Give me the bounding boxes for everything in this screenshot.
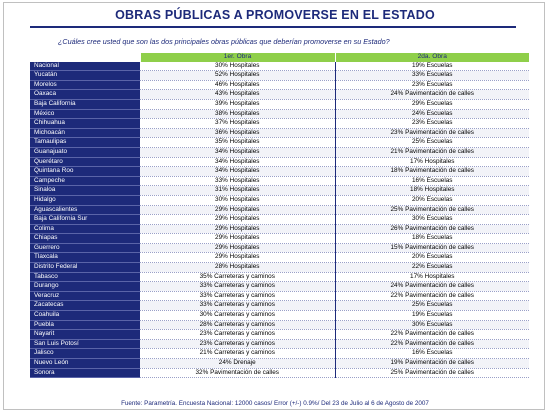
second-work-cell: 25% Escuelas <box>335 138 529 148</box>
table-row <box>30 291 529 301</box>
second-work-cell: 25% Pavimentación de calles <box>335 368 529 378</box>
state-cell: Tlaxcala <box>30 253 140 263</box>
first-work-cell: 33% Hospitales <box>140 176 335 186</box>
second-work-cell: 16% Escuelas <box>335 349 529 359</box>
first-work-cell: 28% Hospitales <box>140 263 335 273</box>
state-cell: Campeche <box>30 176 140 186</box>
state-cell: Quintana Roo <box>30 167 140 177</box>
first-work-cell: 35% Hospitales <box>140 138 335 148</box>
second-work-cell: 18% Pavimentación de calles <box>335 167 529 177</box>
first-work-cell: 52% Hospitales <box>140 71 335 81</box>
first-work-cell: 29% Hospitales <box>140 253 335 263</box>
table-row <box>30 128 529 138</box>
table-row <box>30 282 529 292</box>
first-work-cell: 34% Hospitales <box>140 157 335 167</box>
table-row <box>30 176 529 186</box>
second-work-cell: 23% Pavimentación de calles <box>335 128 529 138</box>
second-work-cell: 19% Pavimentación de calles <box>335 359 529 369</box>
second-work-cell: 30% Escuelas <box>335 215 529 225</box>
table-row <box>30 186 529 196</box>
table-row <box>30 253 529 263</box>
second-work-cell: 18% Escuelas <box>335 234 529 244</box>
state-cell: Aguascalientes <box>30 205 140 215</box>
first-work-cell: 29% Hospitales <box>140 224 335 234</box>
header-blank-cell <box>30 53 140 62</box>
first-work-cell: 35% Carreteras y caminos <box>140 272 335 282</box>
state-cell: Morelos <box>30 80 140 90</box>
state-cell: Oaxaca <box>30 90 140 100</box>
results-table <box>30 53 529 378</box>
first-work-cell: 33% Carreteras y caminos <box>140 301 335 311</box>
second-work-cell: 16% Escuelas <box>335 176 529 186</box>
table-row <box>30 147 529 157</box>
table-row <box>30 167 529 177</box>
table-row <box>30 320 529 330</box>
second-work-cell: 17% Hospitales <box>335 157 529 167</box>
title-underline <box>30 26 516 28</box>
first-work-cell: 36% Hospitales <box>140 128 335 138</box>
table-row <box>30 80 529 90</box>
second-work-cell: 21% Pavimentación de calles <box>335 147 529 157</box>
first-work-cell: 29% Hospitales <box>140 243 335 253</box>
first-work-cell: 34% Hospitales <box>140 147 335 157</box>
table-row <box>30 368 529 378</box>
second-work-cell: 24% Pavimentación de calles <box>335 282 529 292</box>
second-work-cell: 17% Hospitales <box>335 272 529 282</box>
state-cell: Sinaloa <box>30 186 140 196</box>
state-cell: Querétaro <box>30 157 140 167</box>
table-row <box>30 349 529 359</box>
state-cell: Tabasco <box>30 272 140 282</box>
table-row <box>30 99 529 109</box>
second-work-cell: 24% Escuelas <box>335 109 529 119</box>
second-work-cell: 22% Pavimentación de calles <box>335 291 529 301</box>
table-row <box>30 215 529 225</box>
second-work-cell: 24% Pavimentación de calles <box>335 90 529 100</box>
state-cell: Michoacán <box>30 128 140 138</box>
survey-question: ¿Cuáles cree usted que son las dos principales obras públicas que deberían promoverse en su Estado? <box>58 37 390 46</box>
table-row <box>30 157 529 167</box>
second-work-cell: 15% Pavimentación de calles <box>335 243 529 253</box>
state-cell: México <box>30 109 140 119</box>
first-work-cell: 31% Hospitales <box>140 186 335 196</box>
second-work-cell: 22% Pavimentación de calles <box>335 339 529 349</box>
page-title: OBRAS PÚBLICAS A PROMOVERSE EN EL ESTADO <box>115 8 435 22</box>
first-work-cell: 30% Hospitales <box>140 195 335 205</box>
second-work-cell: 29% Escuelas <box>335 99 529 109</box>
state-cell: Durango <box>30 282 140 292</box>
source-footnote: Fuente: Parametría. Encuesta Nacional: 12000 casos/ Error (+/-) 0.9%/ Del 23 de Julio al 6 de Agosto de 2007 <box>121 400 429 407</box>
table-row <box>30 62 529 71</box>
second-work-cell: 23% Escuelas <box>335 119 529 129</box>
first-work-cell: 30% Carreteras y caminos <box>140 311 335 321</box>
second-work-cell: 18% Hospitales <box>335 186 529 196</box>
state-cell: Nacional <box>30 62 140 71</box>
second-work-cell: 22% Pavimentación de calles <box>335 330 529 340</box>
first-work-cell: 28% Carreteras y caminos <box>140 320 335 330</box>
first-work-cell: 39% Hospitales <box>140 99 335 109</box>
second-work-cell: 25% Escuelas <box>335 301 529 311</box>
first-work-cell: 37% Hospitales <box>140 119 335 129</box>
table-row <box>30 119 529 129</box>
state-cell: Zacatecas <box>30 301 140 311</box>
first-work-cell: 43% Hospitales <box>140 90 335 100</box>
first-work-cell: 24% Drenaje <box>140 359 335 369</box>
state-cell: Sonora <box>30 368 140 378</box>
table-row <box>30 90 529 100</box>
state-cell: Veracruz <box>30 291 140 301</box>
first-work-cell: 23% Carreteras y caminos <box>140 339 335 349</box>
table-row <box>30 234 529 244</box>
table-body <box>30 62 529 378</box>
state-cell: Distrito Federal <box>30 263 140 273</box>
first-work-cell: 29% Hospitales <box>140 234 335 244</box>
first-work-cell: 29% Hospitales <box>140 205 335 215</box>
state-cell: Chiapas <box>30 234 140 244</box>
table-row <box>30 301 529 311</box>
column-header-second: 2da. Obra <box>335 53 529 62</box>
table-row <box>30 359 529 369</box>
state-cell: Chihuahua <box>30 119 140 129</box>
table-row <box>30 109 529 119</box>
first-work-cell: 38% Hospitales <box>140 109 335 119</box>
second-work-cell: 23% Escuelas <box>335 80 529 90</box>
second-work-cell: 25% Pavimentación de calles <box>335 205 529 215</box>
first-work-cell: 33% Carreteras y caminos <box>140 291 335 301</box>
table-row <box>30 224 529 234</box>
second-work-cell: 19% Escuelas <box>335 62 529 71</box>
state-cell: Hidalgo <box>30 195 140 205</box>
state-cell: Colima <box>30 224 140 234</box>
table-row <box>30 339 529 349</box>
state-cell: Tamaulipas <box>30 138 140 148</box>
state-cell: Guanajuato <box>30 147 140 157</box>
state-cell: Yucatán <box>30 71 140 81</box>
first-work-cell: 34% Hospitales <box>140 167 335 177</box>
first-work-cell: 21% Carreteras y caminos <box>140 349 335 359</box>
table-row <box>30 71 529 81</box>
second-work-cell: 33% Escuelas <box>335 71 529 81</box>
state-cell: Jalisco <box>30 349 140 359</box>
state-cell: San Luis Potosí <box>30 339 140 349</box>
table-row <box>30 330 529 340</box>
state-cell: Coahuila <box>30 311 140 321</box>
second-work-cell: 19% Escuelas <box>335 311 529 321</box>
table-row <box>30 263 529 273</box>
second-work-cell: 20% Escuelas <box>335 253 529 263</box>
second-work-cell: 20% Escuelas <box>335 195 529 205</box>
first-work-cell: 29% Hospitales <box>140 215 335 225</box>
table-row <box>30 195 529 205</box>
first-work-cell: 33% Carreteras y caminos <box>140 282 335 292</box>
state-cell: Baja California <box>30 99 140 109</box>
state-cell: Nuevo León <box>30 359 140 369</box>
state-cell: Guerrero <box>30 243 140 253</box>
table-row <box>30 311 529 321</box>
second-work-cell: 30% Escuelas <box>335 320 529 330</box>
state-cell: Baja California Sur <box>30 215 140 225</box>
state-cell: Nayarit <box>30 330 140 340</box>
first-work-cell: 23% Carreteras y caminos <box>140 330 335 340</box>
column-header-first: 1er. Obra <box>140 53 335 62</box>
table-row <box>30 205 529 215</box>
table-row <box>30 138 529 148</box>
first-work-cell: 46% Hospitales <box>140 80 335 90</box>
second-work-cell: 26% Pavimentación de calles <box>335 224 529 234</box>
second-work-cell: 22% Escuelas <box>335 263 529 273</box>
first-work-cell: 30% Hospitales <box>140 62 335 71</box>
state-cell: Puebla <box>30 320 140 330</box>
table-header-row <box>30 53 529 62</box>
table-row <box>30 243 529 253</box>
table-row <box>30 272 529 282</box>
first-work-cell: 32% Pavimentación de calles <box>140 368 335 378</box>
